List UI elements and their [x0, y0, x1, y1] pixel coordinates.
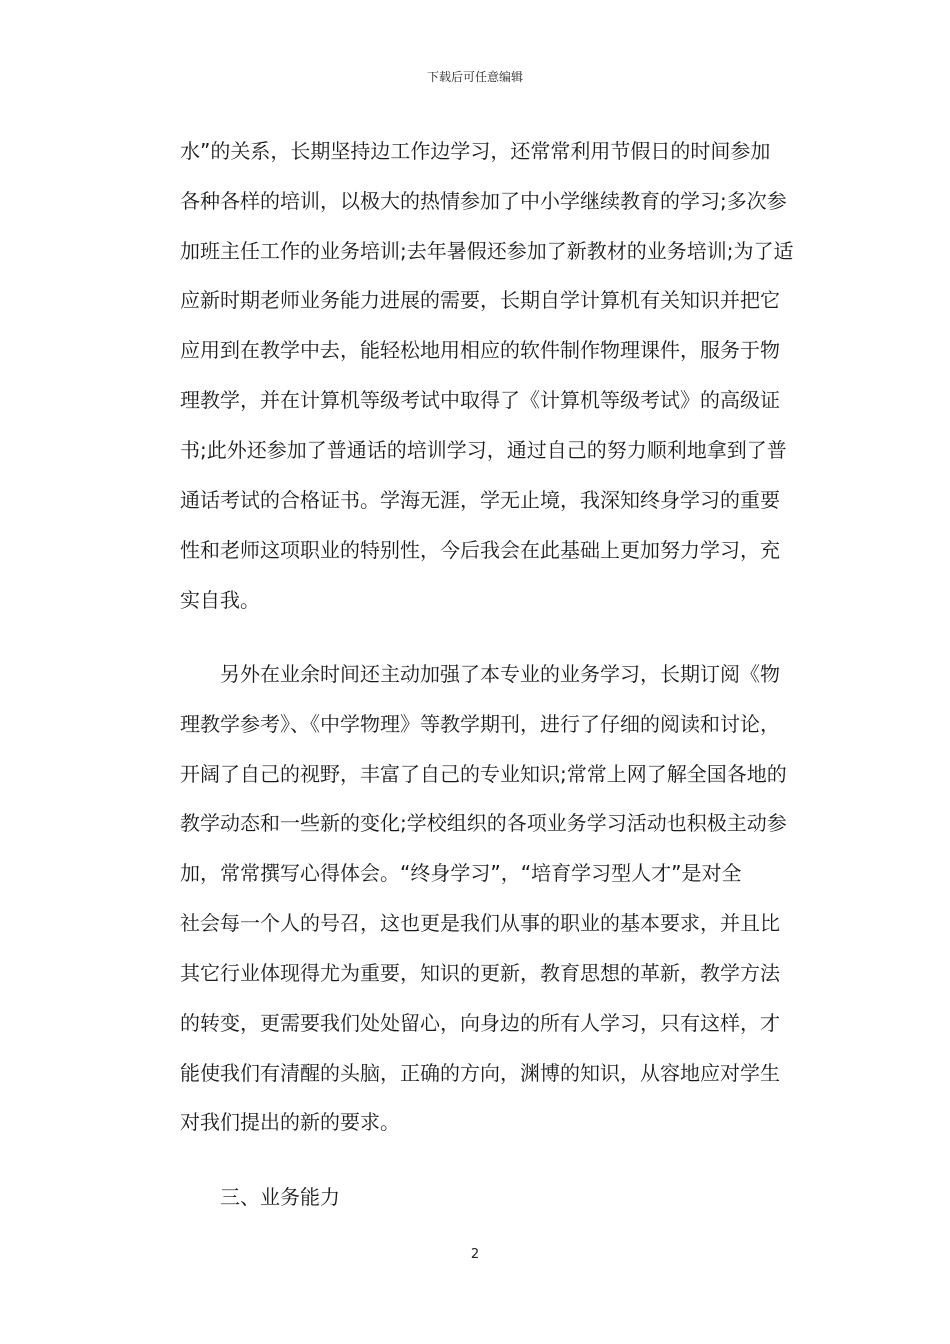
- paragraph-1-line-10: 实自我。: [180, 588, 260, 612]
- paragraph-1-line-1: 水”的关系，长期坚持边工作边学习，还常常利用节假日的时间参加: [180, 139, 771, 163]
- paragraph-1-line-6: 理教学，并在计算机等级考试中取得了《计算机等级考试》的高级证: [180, 388, 780, 412]
- section-heading: 三、业务能力: [220, 1185, 340, 1209]
- paragraph-1-line-4: 应新时期老师业务能力进展的需要，长期自学计算机有关知识并把它: [180, 288, 780, 312]
- page-header: 下载后可任意编辑: [426, 70, 523, 84]
- paragraph-2-line-7: 其它行业体现得尤为重要，知识的更新，教育思想的革新，教学方法: [180, 961, 780, 985]
- paragraph-2-line-6: 社会每一个人的号召，这也更是我们从事的职业的基本要求，并且比: [180, 911, 780, 935]
- paragraph-2-line-1: 另外在业余时间还主动加强了本专业的业务学习，长期订阅《物: [220, 662, 780, 686]
- paragraph-1-line-3: 加班主任工作的业务培训;去年暑假还参加了新教材的业务培训;为了适: [180, 239, 794, 263]
- paragraph-1-line-9: 性和老师这项职业的特别性，今后我会在此基础上更加努力学习，充: [180, 538, 780, 562]
- paragraph-2-line-4: 教学动态和一些新的变化;学校组织的各项业务学习活动也积极主动参: [180, 811, 787, 835]
- paragraph-2-line-9: 能使我们有清醒的头脑，正确的方向，渊博的知识，从容地应对学生: [180, 1061, 780, 1085]
- paragraph-1-line-8: 通话考试的合格证书。学海无涯，学无止境，我深知终身学习的重要: [180, 488, 780, 512]
- paragraph-2-line-10: 对我们提出的新的要求。: [180, 1110, 400, 1134]
- paragraph-2-line-8: 的转变，更需要我们处处留心，向身边的所有人学习，只有这样，才: [180, 1011, 780, 1035]
- paragraph-2-line-5: 加，常常撰写心得体会。“终身学习”，“培育学习型人才”是对全: [180, 861, 742, 885]
- paragraph-1-line-5: 应用到在教学中去，能轻松地用相应的软件制作物理课件，服务于物: [180, 338, 780, 362]
- paragraph-1-line-7: 书;此外还参加了普通话的培训学习，通过自己的努力顺利地拿到了普: [180, 438, 787, 462]
- paragraph-1-line-2: 各种各样的培训，以极大的热情参加了中小学继续教育的学习;多次参: [180, 189, 787, 213]
- paragraph-2-line-3: 开阔了自己的视野，丰富了自己的专业知识;常常上网了解全国各地的: [180, 762, 787, 786]
- paragraph-2-line-2: 理教学参考》、《中学物理》等教学期刊，进行了仔细的阅读和讨论，: [180, 712, 780, 736]
- page-number: 2: [470, 1247, 480, 1262]
